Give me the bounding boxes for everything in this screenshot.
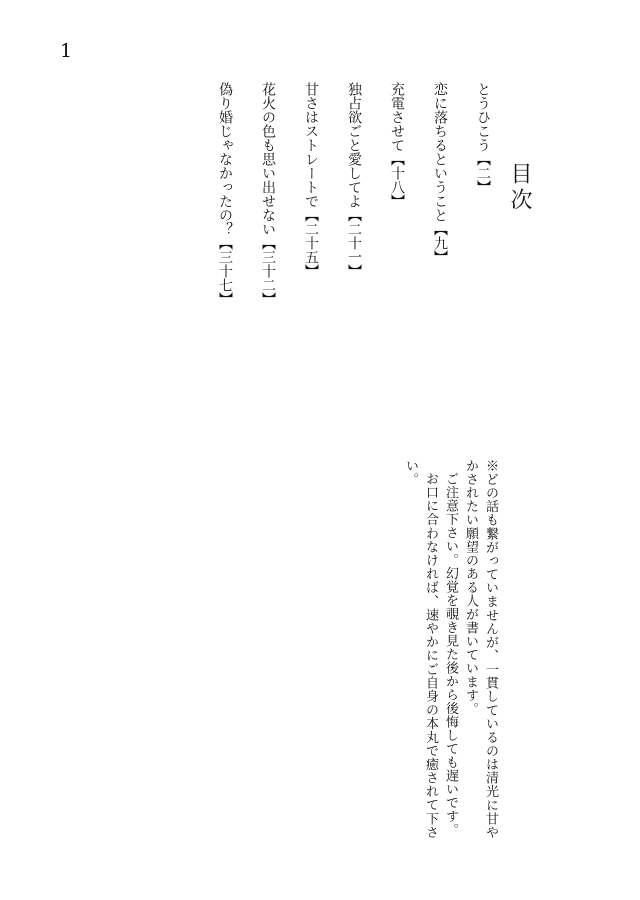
toc-item-title: 花火の色も思い出せない: [260, 82, 276, 236]
toc-item[interactable]: [304, 82, 318, 342]
toc-item[interactable]: [347, 82, 361, 342]
toc-item-page: 【三十二】: [260, 236, 276, 306]
author-note: [380, 459, 500, 839]
toc-item-title: 偽り婚じゃなかったの？: [217, 82, 233, 236]
toc-item[interactable]: [433, 82, 447, 342]
page-number: 1: [60, 40, 73, 62]
toc-item[interactable]: [476, 82, 490, 342]
toc-item-title: とうひこう: [475, 82, 491, 152]
toc-item-page: 【二十五】: [303, 208, 319, 278]
toc-item-page: 【九】: [432, 222, 448, 264]
toc-item[interactable]: [261, 82, 275, 342]
toc-item-page: 【三十七】: [217, 236, 233, 306]
toc-item[interactable]: [218, 82, 232, 342]
toc-item-page: 【十八】: [389, 152, 405, 208]
toc-item[interactable]: [390, 82, 404, 342]
toc-item-title: 甘さはストレートで: [303, 82, 319, 208]
toc-item-title: 恋に落ちるということ: [432, 82, 448, 222]
toc-item-title: 充電させて: [389, 82, 405, 152]
note-paragraph: ご注意下さい。幻覚を覗き見た後から後悔しても遅いです。: [443, 472, 458, 837]
note-paragraph: お口に合わなければ、速やかにご自身の本丸で癒されて下さい。: [403, 459, 438, 839]
note-paragraph: ※どの話も繋がっていませんが、一貫しているのは清光に甘やかされたい願望のある人が書いています。: [463, 459, 498, 839]
toc-item-page: 【二】: [475, 152, 491, 194]
toc-list: [190, 82, 490, 342]
toc-item-title: 独占欲ごと愛してよ: [346, 82, 362, 208]
toc-title: 目次: [507, 162, 532, 214]
toc-item-page: 【二十一】: [346, 208, 362, 278]
